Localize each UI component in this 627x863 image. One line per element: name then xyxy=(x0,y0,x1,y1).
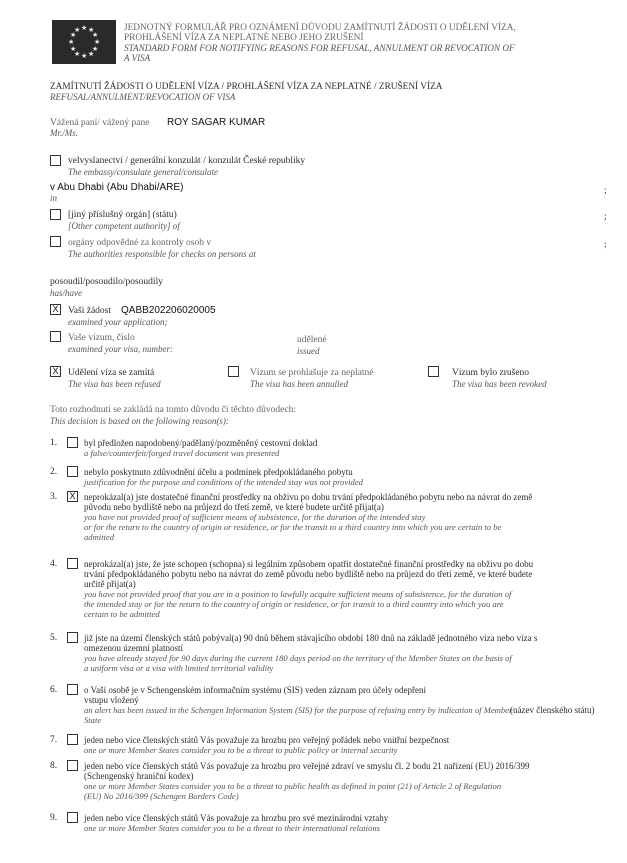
revoked-checkbox[interactable] xyxy=(428,366,439,377)
reason-text-cz: jeden nebo více členských států Vás považuje za hrozbu pro své mezinárodní vztahy xyxy=(84,813,389,823)
svg-text:★: ★ xyxy=(88,26,95,34)
border-authority-label: orgány odpovědné za kontroly osob v xyxy=(68,238,212,248)
reason-checkbox[interactable] xyxy=(67,812,78,823)
reason-text-cz: původu nebo bydliště nebo na průjezd do třetí země, ve které budete určitě přijat(a) xyxy=(84,502,384,512)
reason-text-cz: neprokázal(a) jste dostatečné finanční prostředky na obživu po dobu trvání předpokládaného pobytu nebo na návrat do země xyxy=(84,492,533,502)
reason-text-cz: byl předložen napodobený/padělaný/pozměněný cestovní doklad xyxy=(84,438,318,448)
reason-number: 9. xyxy=(50,813,58,823)
reason-number: 2. xyxy=(50,467,58,477)
reason-checkbox[interactable]: X xyxy=(67,491,78,502)
visa-number-label-en: examined your visa, number: xyxy=(68,344,173,354)
visa-number-label: Vaše vízum, číslo xyxy=(68,333,135,343)
embassy-label: velvyslanectví / generální konzulát / konzulát České republiky xyxy=(68,156,306,166)
revoked-label-en: The visa has been revoked xyxy=(452,379,547,389)
reason-checkbox[interactable] xyxy=(67,466,78,477)
header-title-cz-1: JEDNOTNÝ FORMULÁŘ PRO OZNÁMENÍ DŮVODU ZAMÍTNUTÍ ŽÁDOSTI O UDĚLENÍ VÍZA, xyxy=(124,23,516,33)
header-title-cz-2: PROHLÁŠENÍ VÍZA ZA NEPLATNÉ NEBO JEHO ZRUŠENÍ xyxy=(124,33,364,43)
reason-text-en: an alert has been issued in the Schengen Information System (SIS) for the purpose of refusing entry by indication of Member xyxy=(84,705,513,715)
svg-text:★: ★ xyxy=(74,50,81,58)
reason-checkbox[interactable] xyxy=(67,734,78,745)
reason-text xyxy=(84,685,512,725)
location-field[interactable]: v Abu Dhabi (Abu Dhabi/ARE) xyxy=(50,182,184,193)
reason-text-cz: trvání předpokládaného pobytu nebo na návrat do země původu nebo bydliště nebo na průjezd do třetí země, ve které budete xyxy=(84,569,533,579)
svg-text:★: ★ xyxy=(81,24,88,32)
reason-text-en: one or more Member States consider you to be a threat to public health as defined in point (21) of Article 2 of Regulation xyxy=(84,781,502,791)
examined-label-en: has/have xyxy=(50,288,82,298)
svg-text:★: ★ xyxy=(92,31,99,39)
refused-checkbox[interactable]: X xyxy=(50,366,61,377)
reason-text-en: you have not provided proof that you are in a position to lawfully acquire sufficient means of subsistence, for the duration of xyxy=(84,589,512,599)
svg-text:★: ★ xyxy=(74,26,81,34)
reason-number: 1. xyxy=(50,438,58,448)
other-authority-label: [jiný příslušný orgán] (státu) xyxy=(68,210,177,220)
svg-text:★: ★ xyxy=(68,38,75,46)
reason-text-en: or for the return to the country of origin or residence, or for the transit to a third country into which you are certain to be xyxy=(84,522,502,532)
embassy-label-en: The embassy/consulate general/consulate xyxy=(68,167,218,177)
svg-text:★: ★ xyxy=(94,38,101,46)
reason-text-en: the intended stay or for the return to the country of origin or residence, or for transit to a third country into which you are xyxy=(84,599,504,609)
reason-number: 6. xyxy=(50,685,58,695)
reason-text-cz: o Vaší osobě je v Schengenském informačním systému (SIS) veden záznam pro účely odepření xyxy=(84,685,426,695)
issued-label-en: issued xyxy=(297,346,320,356)
reason-number: 7. xyxy=(50,735,58,745)
eu-flag-icon xyxy=(52,20,116,64)
basis-label-en: This decision is based on the following reason(s): xyxy=(50,416,229,426)
addressee-label: Vážená paní/ vážený pane xyxy=(50,118,150,128)
in-label: in xyxy=(50,193,58,203)
reason-number: 3. xyxy=(50,492,58,502)
reason-text-cz: již jste na území členských států pobýval(a) 90 dnů během stávajícího období 180 dnů na základě jednotného víza nebo víza s xyxy=(84,633,538,643)
application-label: Vaši žádost xyxy=(68,306,112,316)
reason-text-en: a false/counterfeit/forged travel document was presented xyxy=(84,448,280,458)
header-title-en-1: STANDARD FORM FOR NOTIFYING REASONS FOR REFUSAL, ANNULMENT OR REVOCATION OF xyxy=(124,43,515,53)
reason-text-cz: jeden nebo více členských států Vás považuje za hrozbu pro veřejné zdraví ve smyslu čl. 2 bodu 21 nařízení (EU) 2016/399 xyxy=(84,761,530,771)
application-number[interactable]: QABB202206020005 xyxy=(121,305,216,316)
basis-label: Toto rozhodnutí se zakládá na tomto důvodu či těchto důvodech: xyxy=(50,405,297,415)
section-heading-en: REFUSAL/ANNULMENT/REVOCATION OF VISA xyxy=(50,92,236,102)
reason-text xyxy=(84,467,363,487)
header-title xyxy=(124,23,516,63)
embassy-checkbox[interactable] xyxy=(50,155,61,166)
semicolon-2: ; xyxy=(604,212,607,222)
visa-number-checkbox[interactable] xyxy=(50,331,61,342)
reason-text-en: a uniform visa or a visa with limited territorial validity xyxy=(84,663,274,673)
section-heading xyxy=(50,82,443,102)
reason-text xyxy=(84,633,537,673)
reason-checkbox[interactable] xyxy=(67,558,78,569)
reason-text xyxy=(84,813,388,833)
reason-text-en: one or more Member States consider you to be a threat to public policy or internal security xyxy=(84,745,398,755)
application-label-en: examined your application; xyxy=(68,317,168,327)
reason-checkbox[interactable] xyxy=(67,684,78,695)
reason-text-en: one or more Member States consider you to be a threat to their international relations xyxy=(84,823,380,833)
header-title-en-2: A VISA xyxy=(124,53,151,63)
reason-text xyxy=(84,761,529,801)
reason-text-cz: vstupu vložený xyxy=(84,695,139,705)
reason-checkbox[interactable] xyxy=(67,437,78,448)
issued-label: udělené xyxy=(297,335,327,345)
revoked-label: Vízum bylo zrušeno xyxy=(452,368,530,378)
border-authority-label-en: The authorities responsible for checks on persons at xyxy=(68,249,256,259)
reason-text-en: you have already stayed for 90 days during the current 180 days period on the territory of the Member States on the basis of xyxy=(84,653,512,663)
svg-text:★: ★ xyxy=(70,45,77,53)
refused-label: Udělení víza se zamítá xyxy=(68,368,155,378)
reason-checkbox[interactable] xyxy=(67,632,78,643)
annulled-label-en: The visa has been annulled xyxy=(250,379,348,389)
reason-text-cz: (Schengenský hraniční kodex) xyxy=(84,771,194,781)
reason-text xyxy=(84,438,317,458)
reason-text-en: you have not provided proof of sufficient means of subsistence, for the duration of the intended stay xyxy=(84,512,426,522)
reason-number: 5. xyxy=(50,633,58,643)
examined-label: posoudil/posoudilo/posoudily xyxy=(50,277,163,287)
addressee-label-en: Mr./Ms. xyxy=(50,128,79,138)
reason-text-en: (EU) No 2016/399 (Schengen Borders Code) xyxy=(84,791,239,801)
section-heading-cz: ZAMÍTNUTÍ ŽÁDOSTI O UDĚLENÍ VÍZA / PROHLÁŠENÍ VÍZA ZA NEPLATNÉ / ZRUŠENÍ VÍZA xyxy=(50,82,443,92)
svg-text:★: ★ xyxy=(92,45,99,53)
addressee-name[interactable]: ROY SAGAR KUMAR xyxy=(167,117,266,128)
reason-text xyxy=(84,492,532,542)
member-state-label: (název členského státu) xyxy=(510,705,595,715)
reason-checkbox[interactable] xyxy=(67,760,78,771)
semicolon-3: ; xyxy=(604,240,607,250)
reason-text-cz: nebylo poskytnuto zdůvodnění účelu a podmínek předpokládaného pobytu xyxy=(84,467,353,477)
reason-text-en: certain to be admitted xyxy=(84,609,160,619)
semicolon-1: ; xyxy=(604,186,607,196)
border-authority-checkbox[interactable] xyxy=(50,236,61,247)
svg-text:★: ★ xyxy=(81,52,88,60)
other-authority-checkbox[interactable] xyxy=(50,209,61,220)
reason-text-en: admitted xyxy=(84,532,115,542)
svg-text:★: ★ xyxy=(88,50,95,58)
annulled-checkbox[interactable] xyxy=(228,366,239,377)
reason-text-cz: neprokázal(a) jste, že jste schopen (schopna) si legálním způsobem opatřit dostatečné finanční prostředky na obživu po dobu xyxy=(84,559,534,569)
reason-text-en: State xyxy=(84,715,102,725)
reason-text-cz: jeden nebo více členských států Vás považuje za hrozbu pro veřejný pořádek nebo vnitřní bezpečnost xyxy=(84,735,450,745)
reason-text xyxy=(84,735,449,755)
other-authority-label-en: [Other competent authority] of xyxy=(68,221,180,231)
reason-number: 4. xyxy=(50,559,58,569)
reason-text-cz: určitě přijat(a) xyxy=(84,579,136,589)
svg-text:★: ★ xyxy=(70,31,77,39)
reason-text-cz: omezenou územní platností xyxy=(84,643,183,653)
application-checkbox[interactable]: X xyxy=(50,304,61,315)
reason-text xyxy=(84,559,533,619)
annulled-label: Vízum se prohlašuje za neplatné xyxy=(250,368,374,378)
reason-text-en: justification for the purpose and conditions of the intended stay was not provided xyxy=(84,477,363,487)
reason-number: 8. xyxy=(50,761,58,771)
refused-label-en: The visa has been refused xyxy=(68,379,161,389)
